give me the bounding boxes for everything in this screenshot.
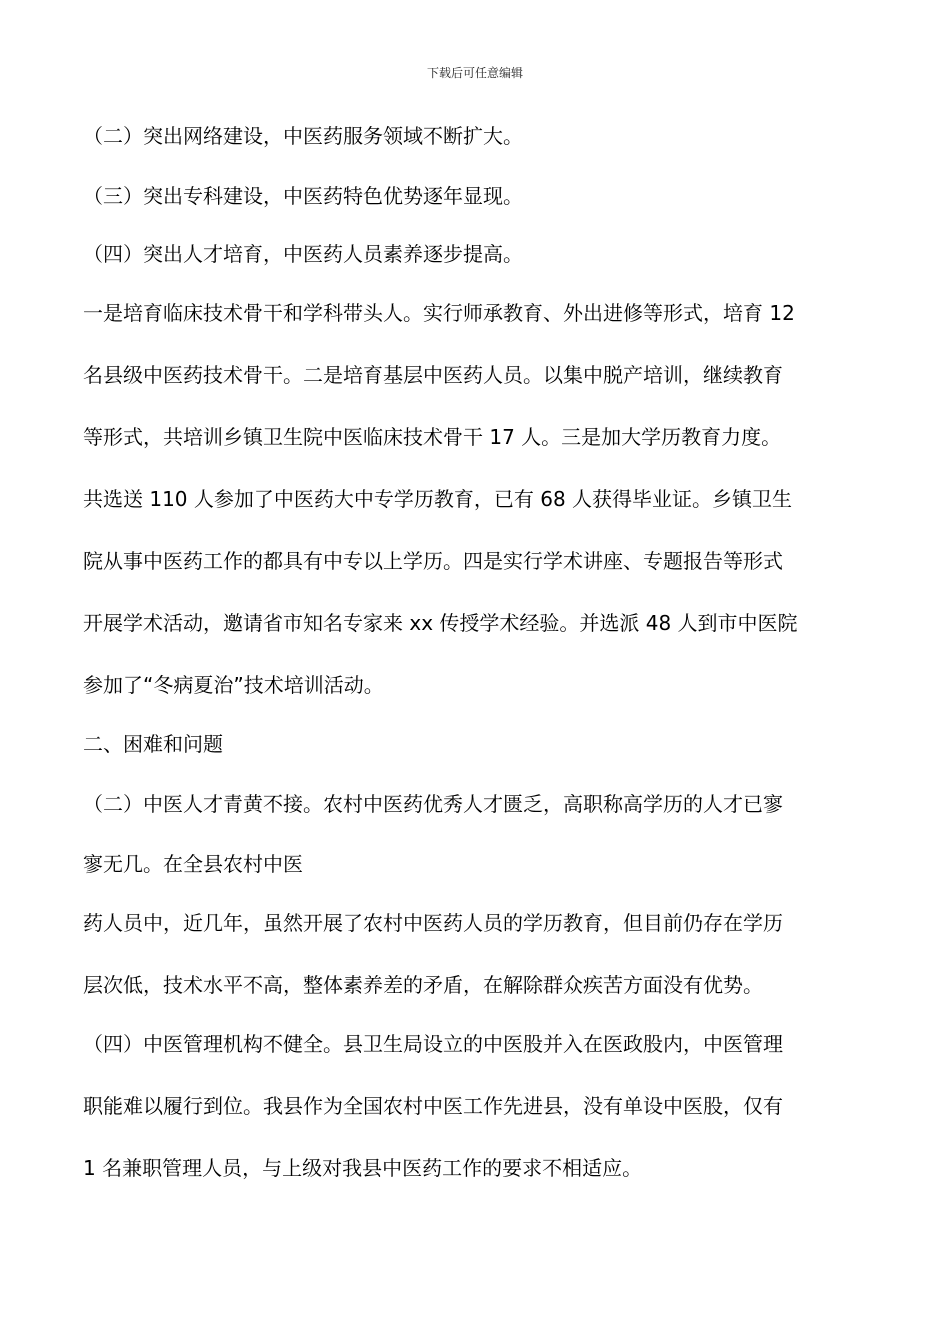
paragraph-line: 名县级中医药技术骨干。二是培育基层中医药人员。以集中脱产培训，继续教育 bbox=[83, 363, 783, 387]
paragraph-line: 1 名兼职管理人员，与上级对我县中医药工作的要求不相适应。 bbox=[83, 1156, 643, 1180]
paragraph-line: 开展学术活动，邀请省市知名专家来 xx 传授学术经验。并选派 48 人到市中医院 bbox=[83, 611, 798, 635]
paragraph-line: 参加了“冬病夏治”技术培训活动。 bbox=[83, 673, 384, 697]
paragraph-line: （二）中医人才青黄不接。农村中医药优秀人才匮乏，高职称高学历的人才已寥 bbox=[83, 792, 783, 816]
paragraph-line: 层次低，技术水平不高，整体素养差的矛盾，在解除群众疾苦方面没有优势。 bbox=[83, 973, 763, 997]
paragraph-line: 共选送 110 人参加了中医药大中专学历教育，已有 68 人获得毕业证。乡镇卫生 bbox=[83, 487, 793, 511]
paragraph-line: （四）突出人才培育，中医药人员素养逐步提高。 bbox=[83, 242, 523, 266]
page-header: 下载后可任意编辑 bbox=[426, 66, 523, 80]
paragraph-line: 一是培育临床技术骨干和学科带头人。实行师承教育、外出进修等形式，培育 12 bbox=[83, 301, 795, 325]
paragraph-line: （四）中医管理机构不健全。县卫生局设立的中医股并入在医政股内，中医管理 bbox=[83, 1032, 783, 1056]
paragraph-line: 药人员中，近几年，虽然开展了农村中医药人员的学历教育，但目前仍存在学历 bbox=[83, 911, 783, 935]
paragraph-line: 院从事中医药工作的都具有中专以上学历。四是实行学术讲座、专题报告等形式 bbox=[83, 549, 783, 573]
paragraph-line: 职能难以履行到位。我县作为全国农村中医工作先进县，没有单设中医股，仅有 bbox=[83, 1094, 783, 1118]
paragraph-line: （三）突出专科建设，中医药特色优势逐年显现。 bbox=[83, 184, 523, 208]
paragraph-line: （二）突出网络建设，中医药服务领域不断扩大。 bbox=[83, 124, 523, 148]
section-heading: 二、困难和问题 bbox=[83, 732, 223, 756]
paragraph-line: 等形式，共培训乡镇卫生院中医临床技术骨干 17 人。三是加大学历教育力度。 bbox=[83, 425, 782, 449]
paragraph-line: 寥无几。在全县农村中医 bbox=[83, 852, 303, 876]
